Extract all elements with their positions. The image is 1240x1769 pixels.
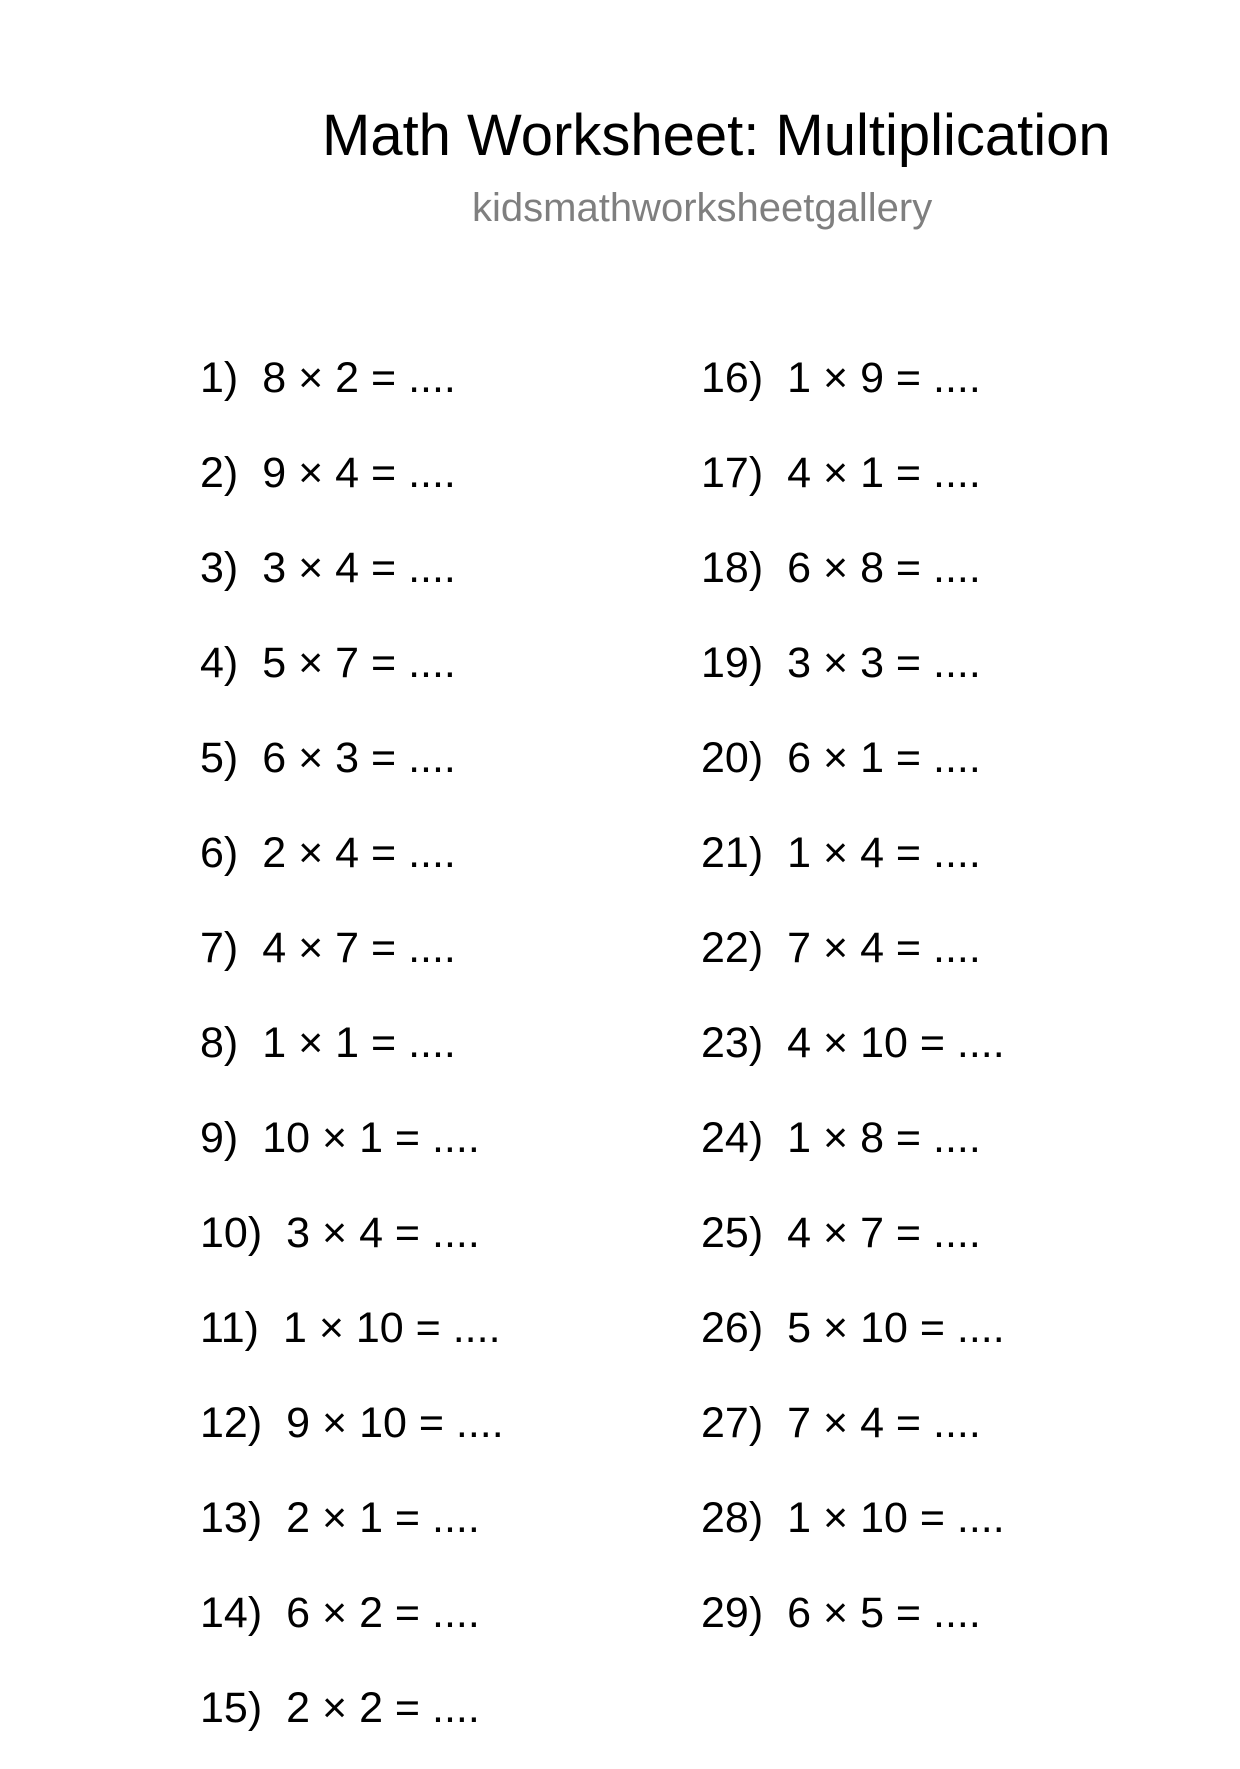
problem-number: 13) [200,1494,263,1542]
problem-expression: 1 × 4 = .... [787,829,981,877]
problem-item [701,344,1005,439]
problem-item [200,344,504,439]
problem-number: 6) [200,829,239,877]
problem-item [200,819,504,914]
problem-number: 18) [701,544,764,592]
problem-number: 23) [701,1019,764,1067]
problem-expression: 1 × 9 = .... [787,354,981,402]
problem-number: 3) [200,544,239,592]
problem-number: 8) [200,1019,239,1067]
problem-number: 26) [701,1304,764,1352]
problem-item [701,439,1005,534]
problem-expression: 1 × 1 = .... [262,1019,456,1067]
problem-item [200,1294,504,1389]
page-subtitle: kidsmathworksheetgallery [472,186,933,230]
problem-expression: 4 × 7 = .... [787,1209,981,1257]
problem-expression: 7 × 4 = .... [787,924,981,972]
problem-item [200,1389,504,1484]
problem-number: 4) [200,639,239,687]
problem-expression: 4 × 10 = .... [787,1019,1005,1067]
problem-item [701,629,1005,724]
problem-number: 29) [701,1589,764,1637]
problem-number: 2) [200,449,239,497]
problem-number: 25) [701,1209,764,1257]
problem-item [200,629,504,724]
problem-number: 10) [200,1209,263,1257]
problem-expression: 3 × 4 = .... [286,1209,480,1257]
page-title: Math Worksheet: Multiplication [322,103,1111,168]
problem-item [200,1674,504,1769]
problem-expression: 6 × 5 = .... [787,1589,981,1637]
problem-item [701,1104,1005,1199]
problem-expression: 2 × 1 = .... [286,1494,480,1542]
problem-expression: 6 × 1 = .... [787,734,981,782]
problem-expression: 2 × 4 = .... [262,829,456,877]
problem-expression: 6 × 2 = .... [286,1589,480,1637]
problem-item [701,819,1005,914]
problem-number: 9) [200,1114,239,1162]
problem-number: 28) [701,1494,764,1542]
problem-expression: 4 × 7 = .... [262,924,456,972]
problem-expression: 8 × 2 = .... [262,354,456,402]
problems-column-left [200,344,504,1769]
problem-number: 11) [200,1304,259,1352]
problem-expression: 7 × 4 = .... [787,1399,981,1447]
problem-item [701,1484,1005,1579]
problem-expression: 9 × 4 = .... [262,449,456,497]
problem-expression: 3 × 4 = .... [262,544,456,592]
problem-item [701,1199,1005,1294]
problem-item [701,1009,1005,1104]
problem-expression: 1 × 8 = .... [787,1114,981,1162]
problem-number: 15) [200,1684,263,1732]
problem-item [701,1294,1005,1389]
problem-number: 24) [701,1114,764,1162]
problem-number: 1) [200,354,239,402]
problem-expression: 9 × 10 = .... [286,1399,504,1447]
problem-item [200,724,504,819]
problems-column-right [701,344,1005,1674]
problem-number: 16) [701,354,764,402]
problem-expression: 5 × 7 = .... [262,639,456,687]
problem-item [200,1009,504,1104]
problem-number: 5) [200,734,239,782]
problem-number: 12) [200,1399,263,1447]
problem-expression: 1 × 10 = .... [282,1304,501,1352]
problem-number: 21) [701,829,764,877]
problem-item [701,914,1005,1009]
problem-number: 20) [701,734,764,782]
problem-expression: 6 × 8 = .... [787,544,981,592]
problem-expression: 1 × 10 = .... [787,1494,1005,1542]
problem-number: 17) [701,449,764,497]
problem-expression: 10 × 1 = .... [262,1114,480,1162]
problem-number: 27) [701,1399,764,1447]
problem-expression: 3 × 3 = .... [787,639,981,687]
problem-item [200,1199,504,1294]
problem-expression: 5 × 10 = .... [787,1304,1005,1352]
problem-item [701,534,1005,629]
problem-expression: 6 × 3 = .... [262,734,456,782]
problem-item [701,724,1005,819]
problem-item [200,1579,504,1674]
problem-item [701,1579,1005,1674]
problem-number: 19) [701,639,764,687]
problem-number: 22) [701,924,764,972]
problem-item [200,914,504,1009]
problem-item [701,1389,1005,1484]
problem-expression: 2 × 2 = .... [286,1684,480,1732]
problem-item [200,1104,504,1199]
problem-expression: 4 × 1 = .... [787,449,981,497]
problem-item [200,1484,504,1579]
problem-item [200,439,504,534]
problem-number: 14) [200,1589,263,1637]
problem-item [200,534,504,629]
problem-number: 7) [200,924,239,972]
